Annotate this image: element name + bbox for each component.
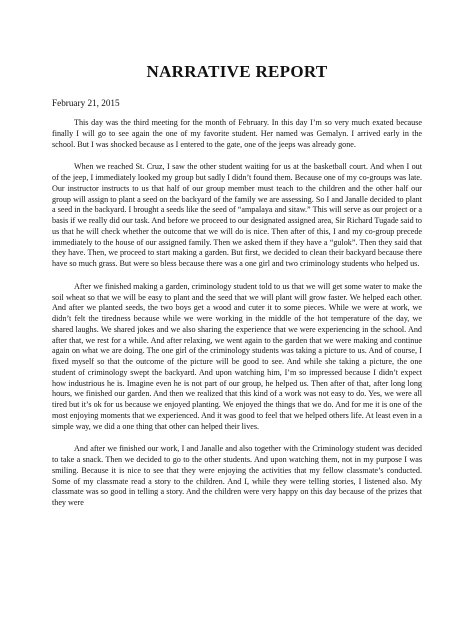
paragraph-4: And after we finished our work, I and Janalle and also together with the Criminology student was decided to take a snack. Then we decided to go to the other students. And upon watching them, not in my purpose I was smiling. Because it is nice to see that they were enjoying the activities that my fellow classmate’s conducted. Some of my classmate read a story to the children. And I, while they were telling stories, I listened also. My classmate was so good in telling a story. And the children were very happy on this day because of the prizes that they were [52,444,422,507]
paragraph-1: This day was the third meeting for the month of February. In this day I’m so very much exated because finally I will go to see again the one of my favorite student. Her named was Gemalyn. I arrived early in the school. But I was shocked because as I entered to the gate, one of the jeeps was already gone. [52,118,422,149]
report-date: February 21, 2015 [52,98,120,108]
document-title: NARRATIVE REPORT [146,62,328,81]
paragraph-2: When we reached St. Cruz, I saw the other student waiting for us at the basketball court. And when I out of the jeep, I immediately looked my group but sadly I didn’t found them. Because one of my co-groups was late. Our instructor instructs to us that half of our group member must teach to the children and the other half our group will assign to plant a seed on the backyard of the family we are assessing. So I and Janalle decided to plant a seed in the backyard. I brought a seeds like the seed of “ampalaya and sitaw.” This will serve as our project or a basis if we really did our task. And before we proceed to our designated assigned area, Sir Richard Tugade said to us that he will check whether the outcome that we will do is nice. Then after of this, I and my co-group precede immediately to the house of our assigned family. Then we asked them if they have a “gulok”. Then they said that they have. Then, we proceed to start making a garden. But first, we decided to clean their backyard because there have so much grass. But were so bless because there was a one girl and two criminology students who helped us. [52,162,422,268]
paragraph-3: After we finished making a garden, criminology student told to us that we will get some water to make the soil wheat so that we will be easy to plant and the seed that we will plant will grow faster. We helped each other. And after we planted seeds, the two boys get a wood and cuter it to some pieces. While we were at work, we didn’t felt the tiredness because while we were working in the middle of the hot temperature of the day, we shared laughs. We shared jokes and we also sharing the experience that we were experiencing in the school. And after that, we rest for a while. And after relaxing, we went again to the garden that we were making and continue again on what we are doing. The one girl of the criminology students was taking a picture to us. And of course, I fixed myself so that the outcome of the picture will be good to see. And while she taking a picture, the one student of criminology swept the backyard. And upon watching him, I’m so impressed because I didn’t expect how industrious he is. Imagine even he is not part of our group, he helped us. Then after of that, after long long hours, we finished our garden. And then we realized that this kind of a work was not easy to do. Yes, we were all tired but it’s ok for us because we enjoyed planting. We enjoyed the things that we do. And for me it is one of the most enjoying moments that we experienced. And it was good to feel that we helped others life. At least even in a simple way, we did a one thing that other can helped their lives. [52,281,422,431]
